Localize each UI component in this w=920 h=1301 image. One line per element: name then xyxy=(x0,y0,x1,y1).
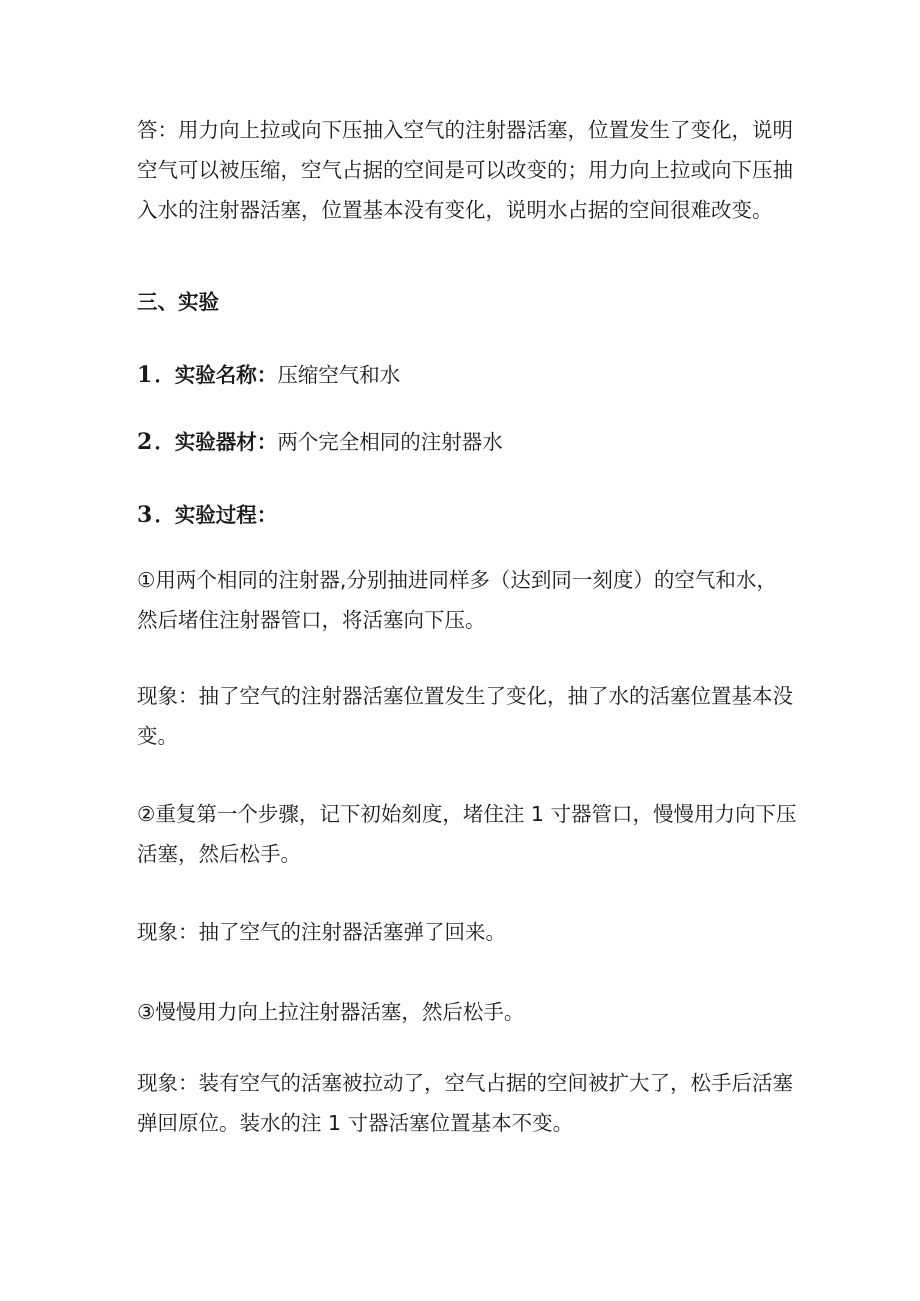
phenomenon-line: 现象：装有空气的活塞被拉动了，空气占据的空间被扩大了，松手后活塞 xyxy=(137,1071,793,1095)
item-experiment-process xyxy=(137,495,797,535)
answer-line: 入水的注射器活塞，位置基本没有变化，说明水占据的空间很难改变。 xyxy=(137,198,773,222)
step-3-paragraph xyxy=(137,992,797,1032)
step-line: 然后堵住注射器管口，将活塞向下压。 xyxy=(137,608,486,632)
phenomenon-1-paragraph xyxy=(137,676,797,756)
answer-paragraph xyxy=(137,110,797,230)
item-number: 3 xyxy=(137,502,153,528)
phenomenon-line: 现象：抽了空气的注射器活塞弹了回来。 xyxy=(137,920,506,944)
item-text: 压缩空气和水 xyxy=(277,363,401,387)
step-1-paragraph xyxy=(137,560,797,640)
phenomenon-line: 弹回原位。装水的注 1 寸器活塞位置基本不变。 xyxy=(137,1111,574,1135)
phenomenon-line: 现象：抽了空气的注射器活塞位置发生了变化，抽了水的活塞位置基本没 xyxy=(137,684,793,708)
step-line: ②重复第一个步骤，记下初始刻度，堵住注 1 寸器管口，慢慢用力向下压 xyxy=(137,802,797,826)
answer-line: 答：用力向上拉或向下压抽入空气的注射器活塞，位置发生了变化，说明 xyxy=(137,118,793,142)
item-label: ．实验过程： xyxy=(154,503,278,527)
phenomenon-line: 变。 xyxy=(137,724,178,748)
item-label: ．实验名称： xyxy=(154,363,278,387)
step-2-paragraph xyxy=(137,794,797,874)
phenomenon-3-paragraph xyxy=(137,1063,797,1143)
step-line: ①用两个相同的注射器,分别抽进同样多（达到同一刻度）的空气和水， xyxy=(137,568,777,592)
item-label: ．实验器材： xyxy=(154,430,278,454)
item-experiment-name xyxy=(137,355,797,395)
item-experiment-materials xyxy=(137,422,797,462)
item-number: 2 xyxy=(137,429,153,455)
phenomenon-2-paragraph xyxy=(137,912,797,952)
step-line: ③慢慢用力向上拉注射器活塞，然后松手。 xyxy=(137,1000,525,1024)
section-heading: 三、实验 xyxy=(137,290,219,314)
step-line: 活塞，然后松手。 xyxy=(137,842,301,866)
item-number: 1 xyxy=(137,362,153,388)
answer-line: 空气可以被压缩，空气占据的空间是可以改变的；用力向上拉或向下压抽 xyxy=(137,158,793,182)
item-text: 两个完全相同的注射器水 xyxy=(277,430,503,454)
